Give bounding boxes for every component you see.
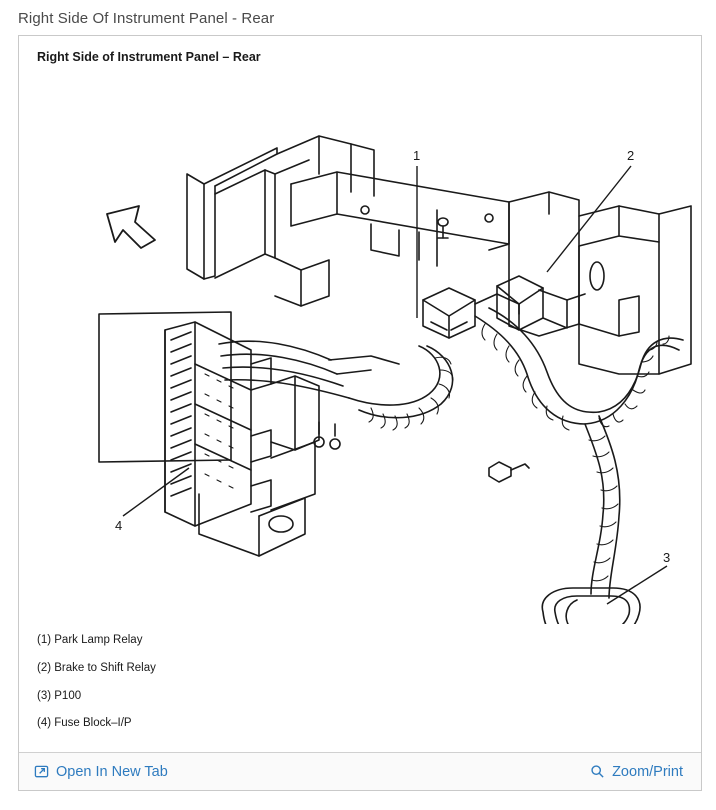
callout-3: 3 xyxy=(663,550,671,565)
legend-item: (2) Brake to Shift Relay xyxy=(37,662,156,675)
page-title: Right Side Of Instrument Panel - Rear xyxy=(18,10,275,27)
zoom-print-button[interactable] xyxy=(589,764,683,780)
diagram-panel xyxy=(18,35,702,791)
legend-item: (1) Park Lamp Relay xyxy=(37,634,143,647)
callout-2: 2 xyxy=(627,148,635,163)
open-in-new-tab-button[interactable] xyxy=(33,764,168,780)
magnifier-icon xyxy=(589,764,605,780)
legend-item: (4) Fuse Block–I/P xyxy=(37,717,132,730)
legend xyxy=(37,634,156,730)
callout-1: 1 xyxy=(413,148,421,163)
legend-item: (3) P100 xyxy=(37,689,82,702)
open-in-new-tab-label: Open In New Tab xyxy=(56,763,168,780)
callout-4: 4 xyxy=(115,518,123,533)
panel-footer xyxy=(19,752,701,790)
external-link-icon xyxy=(33,764,49,780)
instrument-panel-illustration xyxy=(19,64,699,624)
zoom-print-label: Zoom/Print xyxy=(612,763,683,780)
diagram-heading: Right Side of Instrument Panel – Rear xyxy=(37,50,261,64)
diagram-figure[interactable] xyxy=(19,64,701,624)
